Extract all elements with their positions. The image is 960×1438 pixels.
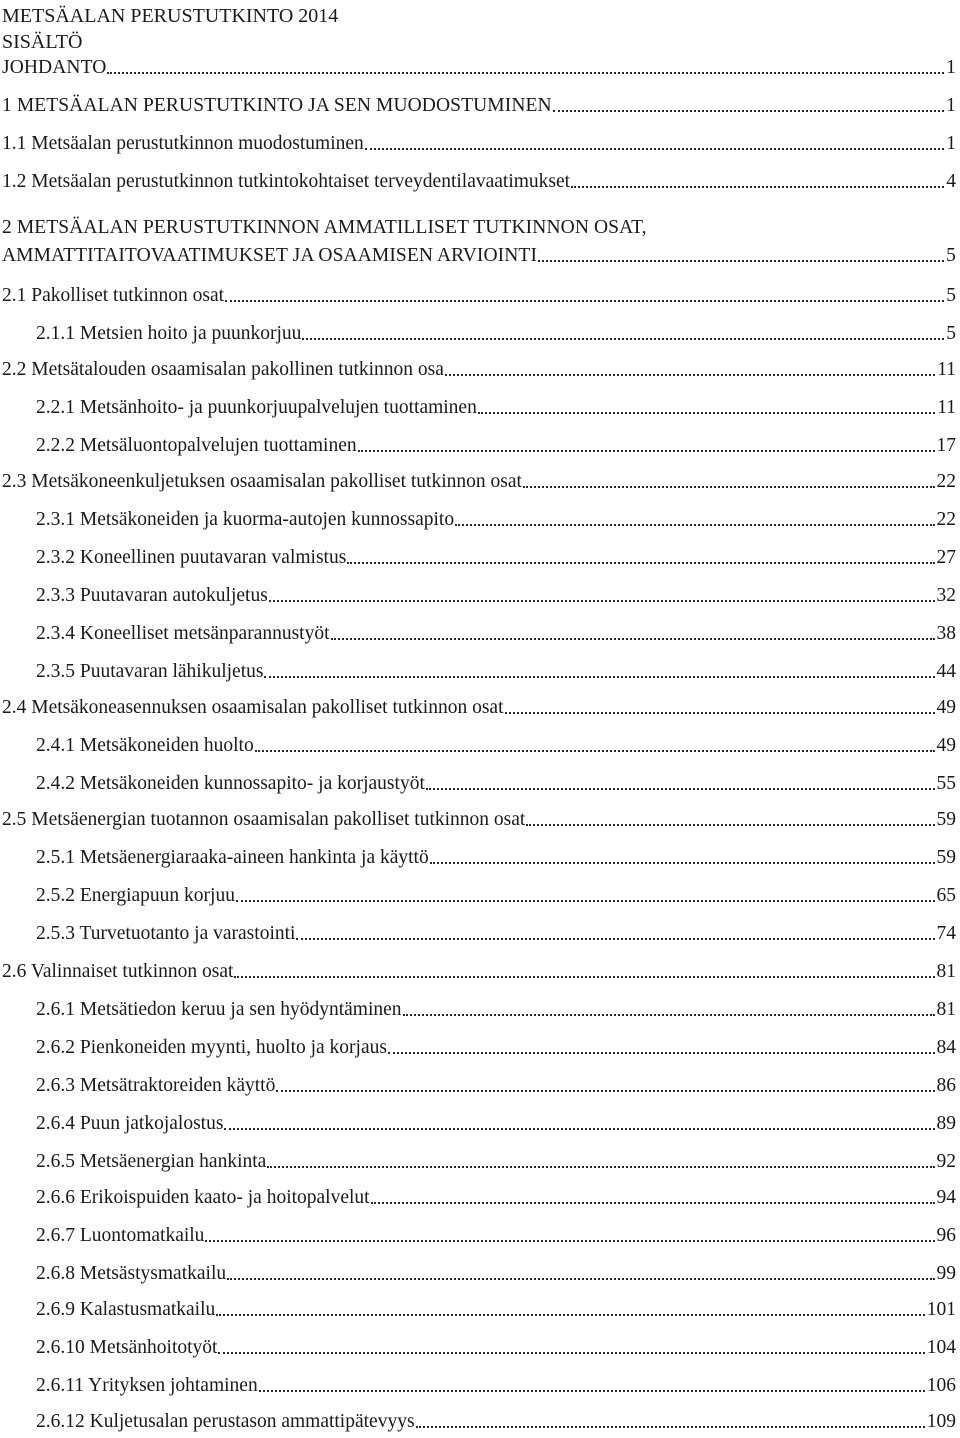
toc-entry-2-5-1[interactable] [36, 844, 956, 870]
toc-entry-label: 2.3.2 Koneellinen puutavaran valmistus [36, 547, 347, 568]
toc-entry-label: JOHDANTO [2, 57, 107, 78]
toc-entry-1-2[interactable] [2, 168, 956, 194]
toc-entry-label: 2.4.1 Metsäkoneiden huolto [36, 735, 254, 756]
toc-page-number: 99 [936, 1263, 956, 1284]
toc-entry-label: 1 METSÄALAN PERUSTUTKINTO JA SEN MUODOSTUMINEN [2, 95, 552, 116]
toc-entry-label: 2.6 Valinnaiset tutkinnon osat [2, 961, 234, 982]
toc-leader [571, 186, 944, 188]
toc-entry-label: 1.2 Metsäalan perustutkinnon tutkintokohtaiset terveydentilavaatimukset [2, 171, 571, 192]
toc-entry-label-line1: 2 METSÄALAN PERUSTUTKINNON AMMATILLISET TUTKINNON OSAT, [2, 217, 647, 238]
toc-entry-label: 2.6.3 Metsätraktoreiden käyttö [36, 1075, 276, 1096]
toc-entry-2-6-9[interactable] [36, 1296, 956, 1322]
toc-page-number: 32 [936, 585, 956, 606]
toc-leader [523, 486, 935, 488]
toc-entry-label: AMMATTITAITOVAATIMUKSET JA OSAAMISEN ARVIOINTI [2, 245, 538, 266]
toc-leader [388, 1052, 935, 1054]
toc-page-number: 55 [936, 773, 956, 794]
toc-leader [505, 712, 935, 714]
toc-page-number: 5 [946, 245, 956, 266]
toc-entry-label: 2.6.5 Metsäenergian hankinta [36, 1151, 267, 1172]
toc-page-number: 65 [936, 885, 956, 906]
toc-page-number: 27 [936, 547, 956, 568]
toc-page-number: 11 [937, 359, 956, 380]
toc-leader [234, 976, 934, 978]
toc-entry-label: 2.6.7 Luontomatkailu [36, 1225, 205, 1246]
toc-entry-label: 2.6.6 Erikoispuiden kaato- ja hoitopalvelut [36, 1187, 370, 1208]
toc-title: SISÄLTÖ [2, 31, 83, 53]
toc-page-number: 1 [946, 95, 956, 116]
toc-entry-label: 2.3.1 Metsäkoneiden ja kuorma-autojen kunnossapito [36, 509, 455, 530]
toc-entry-2-6-10[interactable] [36, 1334, 956, 1360]
toc-leader [267, 1166, 934, 1168]
toc-entry-label: 2.3 Metsäkoneenkuljetuksen osaamisalan pakolliset tutkinnon osat [2, 471, 522, 492]
toc-page-number: 86 [936, 1075, 956, 1096]
toc-entry-label: 2.6.12 Kuljetusalan perustason ammattipätevyys [36, 1411, 415, 1432]
toc-leader [276, 1090, 934, 1092]
toc-leader [526, 824, 934, 826]
toc-leader [205, 1240, 934, 1242]
toc-page-number: 1 [946, 57, 956, 78]
toc-leader [445, 374, 935, 376]
toc-entry-2-3-3[interactable] [36, 582, 956, 608]
toc-page-number: 92 [936, 1151, 956, 1172]
toc-entry-2-5-2[interactable] [36, 882, 956, 908]
toc-entry-2-6-5[interactable] [36, 1148, 956, 1174]
toc-entry-2-1[interactable] [2, 282, 956, 308]
toc-leader [538, 260, 944, 262]
toc-leader [371, 1202, 935, 1204]
toc-page-number: 84 [936, 1037, 956, 1058]
toc-entry-1-1[interactable] [2, 130, 956, 156]
toc-entry-2-6-7[interactable] [36, 1222, 956, 1248]
toc-leader [259, 1390, 925, 1392]
toc-leader [426, 788, 935, 790]
toc-leader [347, 562, 934, 564]
toc-entry-2-5-3[interactable] [36, 920, 956, 946]
toc-page-number: 59 [936, 847, 956, 868]
document-title: METSÄALAN PERUSTUTKINTO 2014 [2, 5, 339, 27]
toc-leader [403, 1014, 935, 1016]
toc-leader [224, 1128, 934, 1130]
toc-entry-1[interactable] [2, 92, 956, 118]
toc-leader [296, 938, 934, 940]
toc-page-number: 81 [936, 999, 956, 1020]
toc-entry-label: 2.1 Pakolliset tutkinnon osat [2, 285, 225, 306]
toc-entry-2-6-2[interactable] [36, 1034, 956, 1060]
toc-page-number: 49 [936, 735, 956, 756]
toc-page-number: 5 [946, 285, 956, 306]
toc-leader [269, 600, 935, 602]
toc-leader [331, 638, 935, 640]
toc-entry-label: 2.6.8 Metsästysmatkailu [36, 1263, 227, 1284]
toc-leader [455, 524, 934, 526]
toc-page-number: 104 [926, 1337, 956, 1358]
toc-entry-2-4[interactable] [2, 694, 956, 720]
toc-entry-label: 2.3.4 Koneelliset metsänparannustyöt [36, 623, 330, 644]
toc-entry-label: 2.6.9 Kalastusmatkailu [36, 1299, 216, 1320]
toc-entry-2-3-1[interactable] [36, 506, 956, 532]
toc-entry-2-6[interactable] [2, 958, 956, 984]
toc-leader [416, 1426, 925, 1428]
toc-entry-label: 2.3.5 Puutavaran lähikuljetus [36, 661, 264, 682]
toc-leader [227, 1278, 934, 1280]
toc-entry-label: 2.5 Metsäenergian tuotannon osaamisalan pakolliset tutkinnon osat [2, 809, 526, 830]
toc-entry-label: 2.5.1 Metsäenergiaraaka-aineen hankinta ja käyttö [36, 847, 429, 868]
toc-entry-2-3[interactable] [2, 468, 956, 494]
toc-entry-label: 2.2.1 Metsänhoito- ja puunkorjuupalvelujen tuottaminen [36, 397, 477, 418]
toc-leader [255, 750, 935, 752]
toc-page-number: 1 [946, 133, 956, 154]
toc-entry-2-6-12[interactable] [36, 1408, 956, 1434]
toc-entry-label: 2.6.10 Metsänhoitotyöt [36, 1337, 218, 1358]
toc-entry-label: 2.3.3 Puutavaran autokuljetus [36, 585, 268, 606]
toc-entry-2-6-3[interactable] [36, 1072, 956, 1098]
toc-entry-2-6-8[interactable] [36, 1260, 956, 1286]
toc-entry-label: 1.1 Metsäalan perustutkinnon muodostuminen [2, 133, 364, 154]
toc-entry-2-4-1[interactable] [36, 732, 956, 758]
toc-entry-label: 2.6.11 Yrityksen johtaminen [36, 1375, 258, 1396]
toc-page-number: 109 [926, 1411, 956, 1432]
toc-entry-2-2-1[interactable] [36, 394, 956, 420]
toc-leader [264, 676, 934, 678]
toc-page-number: 38 [936, 623, 956, 644]
toc-entry-2-3-5[interactable] [36, 658, 956, 684]
toc-page-number: 81 [936, 961, 956, 982]
toc-leader [218, 1352, 924, 1354]
toc-entry-2[interactable] [2, 216, 956, 268]
toc-page-number: 59 [936, 809, 956, 830]
toc-entry-2-3-2[interactable] [36, 544, 956, 570]
toc-entry-2-6-1[interactable] [36, 996, 956, 1022]
toc-page-number: 5 [946, 323, 956, 344]
toc-entry-label: 2.4 Metsäkoneasennuksen osaamisalan pakolliset tutkinnon osat [2, 697, 504, 718]
toc-page-number: 89 [936, 1113, 956, 1134]
toc-page-number: 17 [936, 435, 956, 456]
toc-page-number: 96 [936, 1225, 956, 1246]
toc-entry-label: 2.5.3 Turvetuotanto ja varastointi [36, 923, 296, 944]
toc-page-number: 94 [936, 1187, 956, 1208]
toc-page-number: 11 [937, 397, 956, 418]
toc-leader [430, 862, 935, 864]
toc-entry-2-6-6[interactable] [36, 1184, 956, 1210]
toc-entry-label: 2.6.1 Metsätiedon keruu ja sen hyödyntäminen [36, 999, 402, 1020]
toc-entry-label: 2.4.2 Metsäkoneiden kunnossapito- ja korjaustyöt [36, 773, 425, 794]
toc-leader [236, 900, 935, 902]
toc-leader [358, 450, 935, 452]
toc-entry-2-1-1[interactable] [36, 320, 956, 346]
toc-entry-label: 2.2.2 Metsäluontopalvelujen tuottaminen [36, 435, 357, 456]
toc-page-number: 22 [936, 509, 956, 530]
toc-entry-label: 2.2 Metsätalouden osaamisalan pakollinen tutkinnon osa [2, 359, 444, 380]
toc-entry-label: 2.6.2 Pienkoneiden myynti, huolto ja korjaus [36, 1037, 387, 1058]
toc-entry-2-2[interactable] [2, 356, 956, 382]
toc-leader [216, 1314, 924, 1316]
toc-entry-2-5[interactable] [2, 806, 956, 832]
toc-entry-2-2-2[interactable] [36, 432, 956, 458]
toc-entry-2-6-4[interactable] [36, 1110, 956, 1136]
toc-page-number: 101 [926, 1299, 956, 1320]
toc-page-number: 4 [946, 171, 956, 192]
toc-entry-label: 2.1.1 Metsien hoito ja puunkorjuu [36, 323, 302, 344]
toc-leader [365, 148, 944, 150]
toc-entry-label: 2.5.2 Energiapuun korjuu [36, 885, 235, 906]
toc-entry-johdanto[interactable] [2, 54, 956, 80]
toc-page-number: 22 [936, 471, 956, 492]
toc-page-number: 74 [936, 923, 956, 944]
toc-entry-2-3-4[interactable] [36, 620, 956, 646]
toc-entry-2-4-2[interactable] [36, 770, 956, 796]
toc-leader [225, 300, 944, 302]
toc-page-number: 106 [926, 1375, 956, 1396]
toc-entry-label: 2.6.4 Puun jatkojalostus [36, 1113, 224, 1134]
toc-leader [553, 110, 944, 112]
toc-leader [107, 72, 944, 74]
toc-page-number: 44 [936, 661, 956, 682]
toc-entry-lower-line [2, 244, 956, 268]
toc-leader [302, 338, 944, 340]
toc-leader [478, 412, 935, 414]
toc-page-number: 49 [936, 697, 956, 718]
toc-entry-2-6-11[interactable] [36, 1372, 956, 1398]
